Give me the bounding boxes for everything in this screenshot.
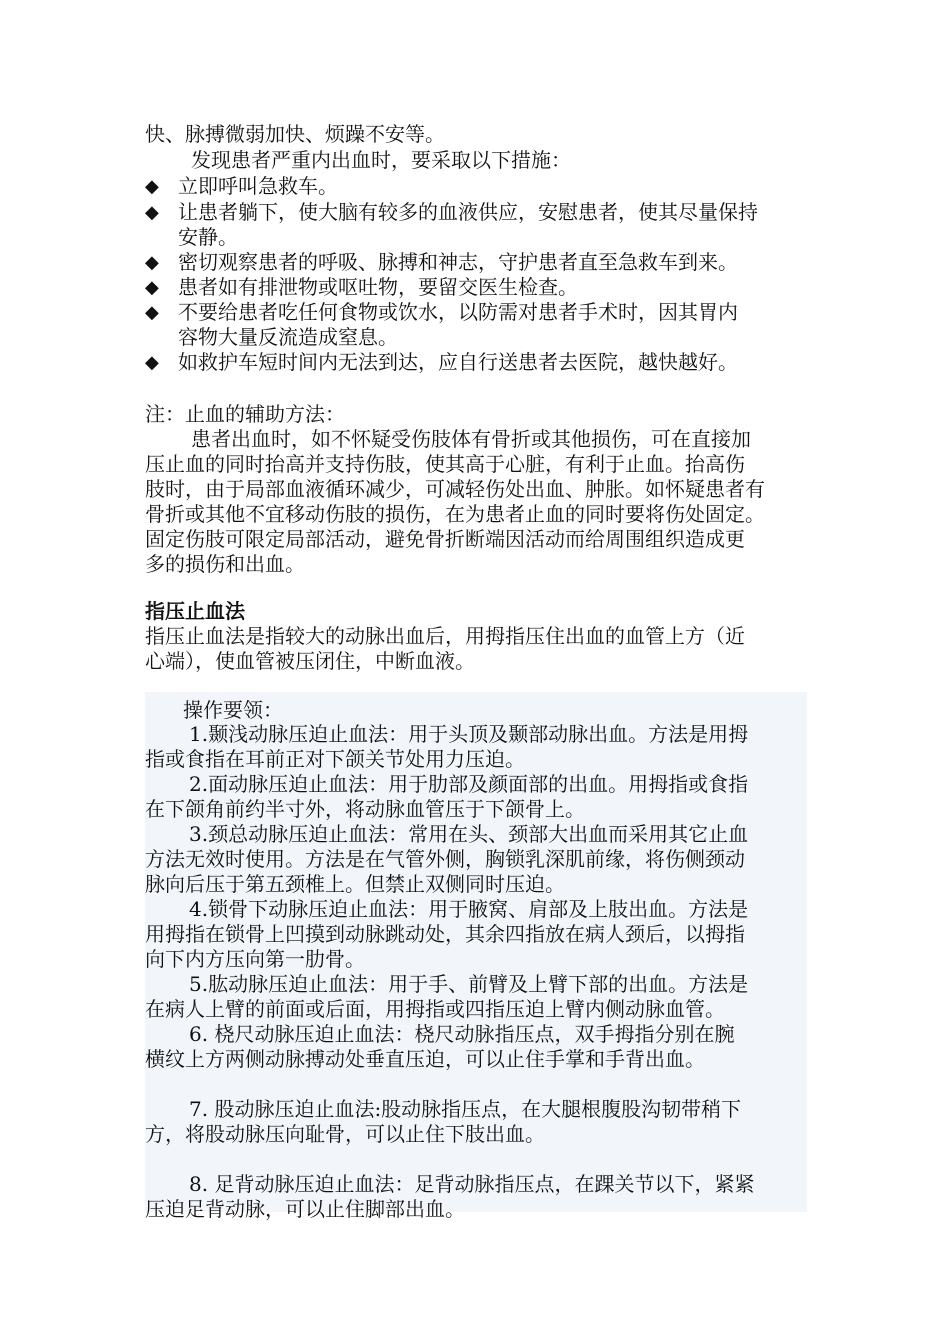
section-line: 指压止血法是指较大的动脉出血后，用拇指压住出血的血管上方（近: [145, 624, 745, 648]
step-line: 向下内方压向第一肋骨。: [145, 947, 365, 971]
measure-item: 让患者躺下，使大脑有较多的血液供应，安慰患者，使其尽量保持: [178, 200, 758, 224]
bullet-icon: ◆: [145, 176, 159, 197]
note-title: 注：止血的辅助方法：: [145, 402, 345, 426]
note-line: 多的损伤和出血。: [145, 552, 305, 576]
measure-item: 立即呼叫急救车。: [178, 174, 338, 198]
step-line: 方法无效时使用。方法是在气管外侧，胸锁乳深肌前缘，将伤侧颈动: [145, 847, 745, 871]
measure-item: 不要给患者吃任何食物或饮水，以防需对患者手术时，因其胃内: [178, 300, 738, 324]
measure-item-continued: 安静。: [178, 225, 238, 249]
step-line: 5.肱动脉压迫止血法：用于手、前臂及上臂下部的出血。方法是: [189, 972, 749, 996]
step-line: 在病人上臂的前面或后面，用拇指或四指压迫上臂内侧动脉血管。: [145, 997, 725, 1021]
note-line: 患者出血时，如不怀疑受伤肢体有骨折或其他损伤，可在直接加: [191, 427, 751, 451]
bullet-icon: ◆: [145, 202, 159, 223]
symptoms-tail-text: 快、脉搏微弱加快、烦躁不安等。: [145, 122, 445, 146]
measures-intro: 发现患者严重内出血时，要采取以下措施：: [191, 148, 571, 172]
section-line: 心端），使血管被压闭住，中断血液。: [145, 649, 475, 673]
note-line: 骨折或其他不宜移动伤肢的损伤，在为患者止血的同时要将伤处固定。: [145, 502, 765, 526]
step-line: 7. 股动脉压迫止血法:股动脉指压点，在大腿根腹股沟韧带稍下: [189, 1097, 742, 1121]
measure-item-continued: 容物大量反流造成窒息。: [178, 325, 398, 349]
ops-title: 操作要领：: [183, 698, 283, 722]
step-line: 8. 足背动脉压迫止血法：足背动脉指压点，在踝关节以下，紧紧: [189, 1172, 755, 1196]
step-line: 横纹上方两侧动脉搏动处垂直压迫，可以止住手掌和手背出血。: [145, 1047, 705, 1071]
note-line: 压止血的同时抬高并支持伤肢，使其高于心脏，有利于止血。抬高伤: [145, 452, 745, 476]
step-line: 6. 桡尺动脉压迫止血法：桡尺动脉指压点，双手拇指分别在腕: [189, 1022, 735, 1046]
step-line: 指或食指在耳前正对下颌关节处用力压迫。: [145, 747, 525, 771]
measure-item: 如救护车短时间内无法到达，应自行送患者去医院，越快越好。: [178, 350, 738, 374]
measure-item: 患者如有排泄物或呕吐物，要留交医生检查。: [178, 275, 578, 299]
bullet-icon: ◆: [145, 352, 159, 373]
step-line: 方，将股动脉压向耻骨，可以止住下肢出血。: [145, 1122, 545, 1146]
step-line: 用拇指在锁骨上凹摸到动脉跳动处，其余四指放在病人颈后，以拇指: [145, 922, 745, 946]
bullet-icon: ◆: [145, 277, 159, 298]
measure-item: 密切观察患者的呼吸、脉搏和神志，守护患者直至急救车到来。: [178, 250, 738, 274]
step-line: 1.颞浅动脉压迫止血法：用于头顶及颞部动脉出血。方法是用拇: [189, 722, 749, 746]
note-line: 肢时，由于局部血液循环减少，可减轻伤处出血、肿胀。如怀疑患者有: [145, 477, 765, 501]
step-line: 在下颌角前约半寸外，将动脉血管压于下颌骨上。: [145, 797, 585, 821]
bullet-icon: ◆: [145, 252, 159, 273]
section-title: 指压止血法: [145, 599, 245, 623]
step-line: 压迫足背动脉，可以止住脚部出血。: [145, 1197, 465, 1221]
step-line: 2.面动脉压迫止血法：用于肋部及颜面部的出血。用拇指或食指: [189, 772, 749, 796]
bullet-icon: ◆: [145, 302, 159, 323]
step-line: 3.颈总动脉压迫止血法：常用在头、颈部大出血而采用其它止血: [189, 822, 749, 846]
note-line: 固定伤肢可限定局部活动，避免骨折断端因活动而给周围组织造成更: [145, 527, 745, 551]
step-line: 4.锁骨下动脉压迫止血法：用于腋窝、肩部及上肢出血。方法是: [189, 897, 749, 921]
step-line: 脉向后压于第五颈椎上。但禁止双侧同时压迫。: [145, 872, 565, 896]
